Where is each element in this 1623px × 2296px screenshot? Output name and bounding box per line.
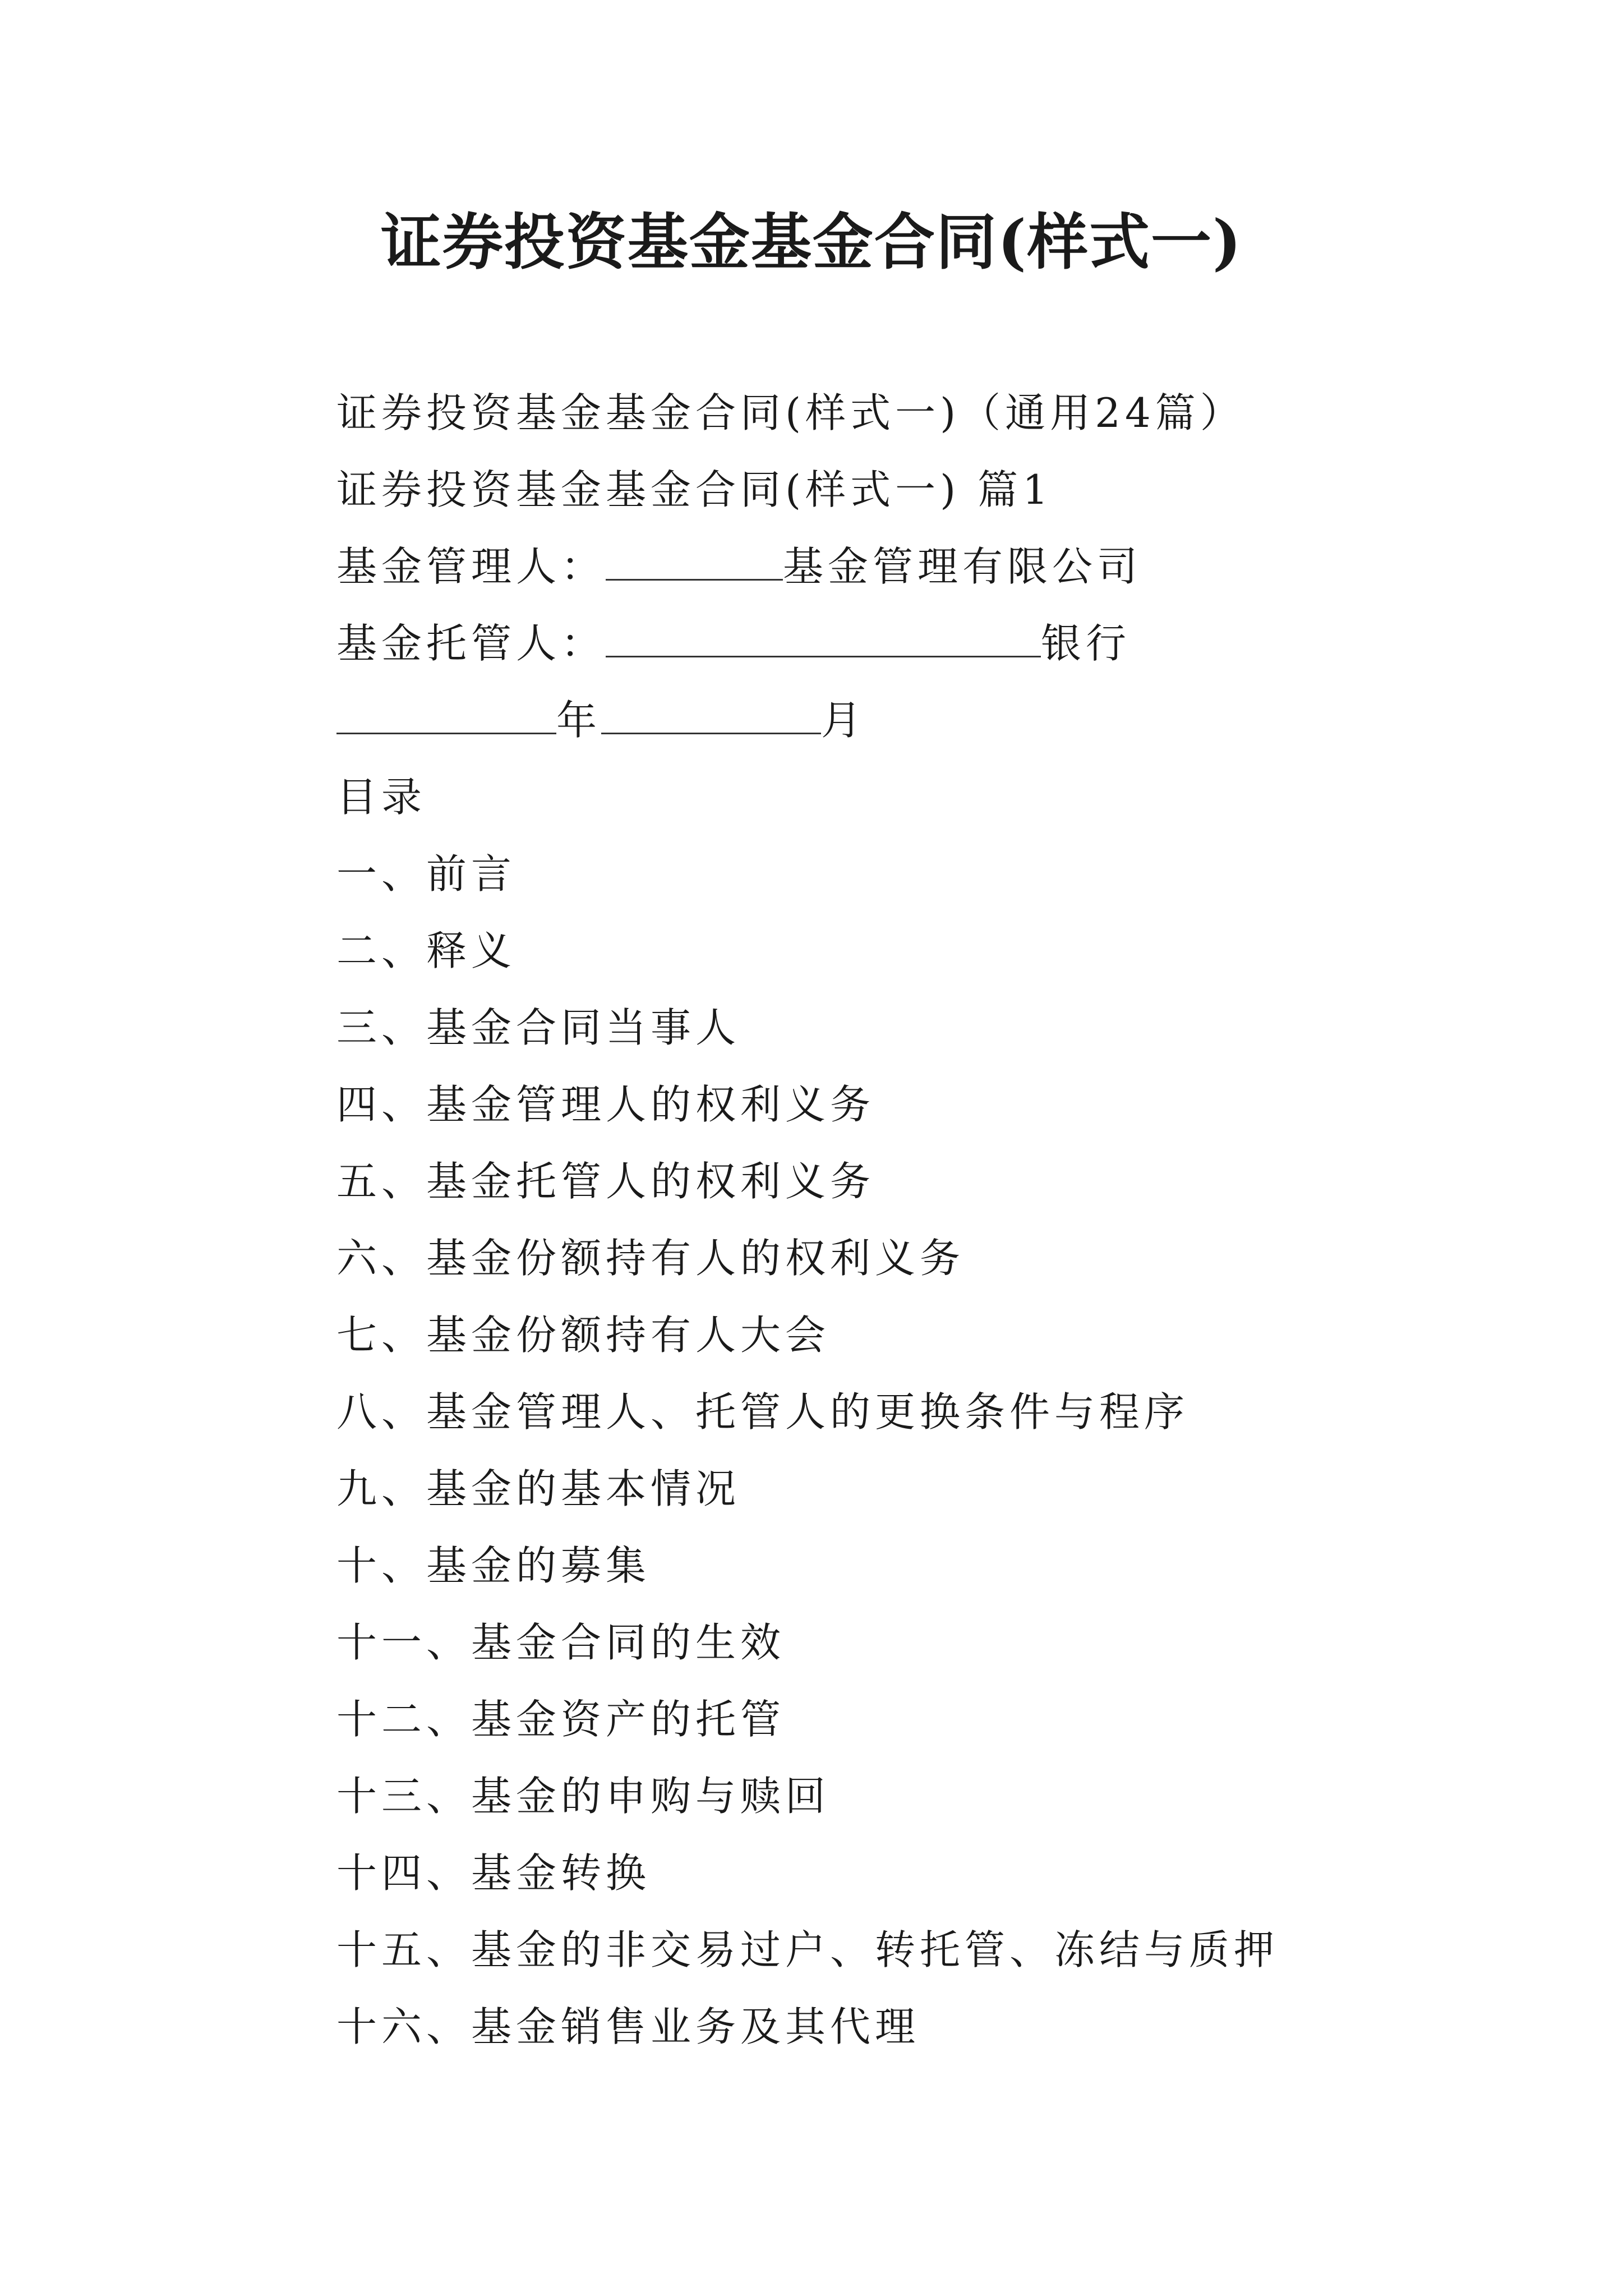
custodian-suffix: 银行: [1041, 620, 1131, 667]
toc-item: 五、基金托管人的权利义务: [336, 1158, 875, 1205]
year-label: 年: [556, 697, 602, 744]
document-title: 证券投资基金基金合同(样式一): [380, 207, 1243, 278]
toc-item: 三、基金合同当事人: [336, 1004, 741, 1051]
toc-item: 九、基金的基本情况: [336, 1465, 741, 1512]
section-line: 证券投资基金基金合同(样式一) 篇1: [336, 466, 1053, 513]
year-blank: [336, 693, 556, 734]
heading-line: 证券投资基金基金合同(样式一)（通用24篇）: [336, 389, 1245, 436]
toc-heading: 目录: [336, 774, 427, 821]
toc-item: 六、基金份额持有人的权利义务: [336, 1235, 965, 1282]
toc-item: 十一、基金合同的生效: [336, 1619, 786, 1666]
manager-blank: [606, 540, 783, 581]
document-body: [336, 375, 1514, 2065]
toc-item: 十四、基金转换: [336, 1849, 651, 1897]
toc-item: 八、基金管理人、托管人的更换条件与程序: [336, 1388, 1189, 1435]
toc-item: 七、基金份额持有人大会: [336, 1312, 831, 1359]
custodian-line: [336, 605, 1514, 682]
date-line: [336, 682, 1514, 759]
manager-line: [336, 528, 1514, 605]
toc-item: 一、前言: [336, 850, 517, 898]
toc-item: 十六、基金销售业务及其代理: [336, 2003, 920, 2050]
manager-label: 基金管理人：: [336, 543, 606, 590]
toc-item: 十三、基金的申购与赎回: [336, 1773, 831, 1820]
toc-item: 十、基金的募集: [336, 1542, 651, 1589]
custodian-label: 基金托管人：: [336, 620, 606, 667]
toc-item: 四、基金管理人的权利义务: [336, 1081, 875, 1128]
toc-item: 十五、基金的非交易过户、转托管、冻结与质押: [336, 1926, 1279, 1973]
toc-item: 十二、基金资产的托管: [336, 1696, 786, 1743]
month-blank: [601, 693, 821, 734]
toc-item: 二、释义: [336, 927, 517, 974]
toc-list: [336, 836, 1514, 2065]
custodian-blank: [606, 616, 1041, 657]
manager-suffix: 基金管理有限公司: [783, 543, 1142, 590]
month-label: 月: [821, 697, 866, 744]
